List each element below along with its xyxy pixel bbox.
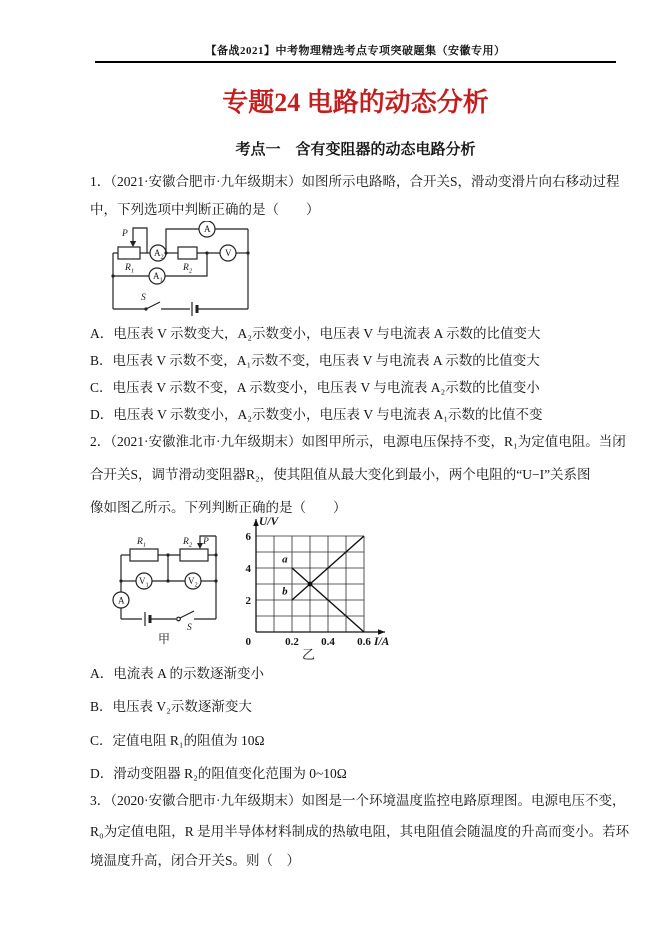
svg-text:0: 0 bbox=[245, 636, 251, 648]
svg-text:0.4: 0.4 bbox=[321, 636, 335, 648]
q1-option-c: C．电压表 V 示数不变，A 示数变小，电压表 V 与电流表 A₂示数的比值变小 bbox=[90, 380, 540, 395]
rheostat-r1 bbox=[118, 247, 140, 259]
switch-s bbox=[146, 302, 160, 309]
figure-caption-jia: 甲 bbox=[158, 632, 171, 646]
q1-text-line: 1．（2021·安徽合肥市·九年级期末）如图所示电路略，合开关S，滑动变滑片向右移动过程 bbox=[90, 174, 620, 189]
svg-text:0.2: 0.2 bbox=[285, 636, 299, 648]
svg-text:U/V: U/V bbox=[259, 516, 279, 528]
label-r1: $R_1$ bbox=[125, 263, 135, 275]
q2-option-b: B．电压表 V₂示数逐渐变大 bbox=[90, 699, 252, 714]
svg-text:a: a bbox=[282, 553, 288, 566]
label-p: P bbox=[203, 537, 209, 547]
q1-text-line: 中，下列选项中判断正确的是（ ） bbox=[90, 202, 320, 217]
label-s: S bbox=[141, 293, 146, 303]
svg-text:I/A: I/A bbox=[374, 636, 390, 648]
q1-option-d: D．电压表 V 示数变小，A₂示数变小，电压表 V 与电流表 A₁示数的比值不变 bbox=[90, 407, 543, 422]
q3-text-line: R₀为定值电阻，R 是用半导体材料制成的热敏电阻，其电阻值会随温度的升高而变小。若环 bbox=[90, 824, 630, 839]
label-a1: $A_1$ bbox=[153, 271, 163, 284]
header-divider bbox=[95, 61, 616, 63]
section-heading: 考点一 含有变阻器的动态电路分析 bbox=[235, 142, 476, 158]
label-a: A bbox=[204, 224, 211, 234]
label-r2: $R_2$ bbox=[183, 263, 193, 275]
q2-text-line: 合开关S，调节滑动变阻器R₂，使其阻值从最大变化到最小，两个电阻的“U−I”关系图 bbox=[90, 467, 591, 482]
svg-text:6: 6 bbox=[245, 531, 251, 543]
q1-option-a: A．电压表 V 示数变大，A₂示数变小，电压表 V 与电流表 A 示数的比值变大 bbox=[90, 326, 541, 341]
label-v1: $V_1$ bbox=[139, 576, 149, 589]
label-r2: $R_2$ bbox=[183, 537, 193, 549]
q2-option-c: C．定值电阻 R₁的阻值为 10Ω bbox=[90, 733, 265, 748]
resistor-r1 bbox=[130, 549, 158, 561]
q2-option-a: A．电流表 A 的示数逐渐变小 bbox=[90, 666, 265, 681]
slider-arrow-icon bbox=[130, 241, 136, 247]
q2-text-line: 像如图乙所示。下列判断正确的是（ ） bbox=[90, 500, 347, 515]
q2-ui-graph-figure bbox=[232, 512, 397, 662]
svg-text:2: 2 bbox=[245, 595, 251, 607]
svg-text:b: b bbox=[282, 585, 288, 598]
label-v2: $V_2$ bbox=[188, 576, 198, 589]
label-v: V bbox=[225, 248, 232, 258]
q3-text-line: 3．（2020·安徽合肥市·九年级期末）如图是一个环境温度监控电路原理图。电源电压不变， bbox=[90, 793, 626, 808]
q1-option-b: B．电压表 V 示数不变，A₁示数不变，电压表 V 与电流表 A 示数的比值变大 bbox=[90, 353, 540, 368]
q2-circuit-figure bbox=[88, 523, 240, 663]
page-header: 【备战2021】中考物理精选考点专项突破题集（安徽专用） bbox=[205, 45, 506, 57]
label-s: S bbox=[187, 623, 192, 633]
label-a2: $A_2$ bbox=[154, 248, 164, 261]
svg-text:4: 4 bbox=[245, 563, 251, 575]
svg-text:乙: 乙 bbox=[302, 647, 316, 662]
q1-circuit-figure bbox=[93, 221, 308, 316]
resistor-r2 bbox=[178, 247, 197, 259]
page-title: 专题24 电路的动态分析 bbox=[222, 88, 489, 117]
q3-text-line: 境温度升高，闭合开关S。则（ ） bbox=[90, 853, 301, 868]
svg-text:0.6: 0.6 bbox=[357, 636, 371, 648]
rheostat-r2 bbox=[180, 549, 208, 561]
label-r1: $R_1$ bbox=[137, 537, 147, 549]
label-a: A bbox=[118, 595, 125, 606]
q2-option-d: D．滑动变阻器 R₂的阻值变化范围为 0~10Ω bbox=[90, 766, 347, 781]
q2-text-line: 2．（2021·安徽淮北市·九年级期末）如图甲所示，电源电压保持不变，R₁为定值电阻。当闭 bbox=[90, 434, 626, 449]
label-p: P bbox=[122, 229, 128, 239]
switch-s bbox=[180, 611, 194, 618]
